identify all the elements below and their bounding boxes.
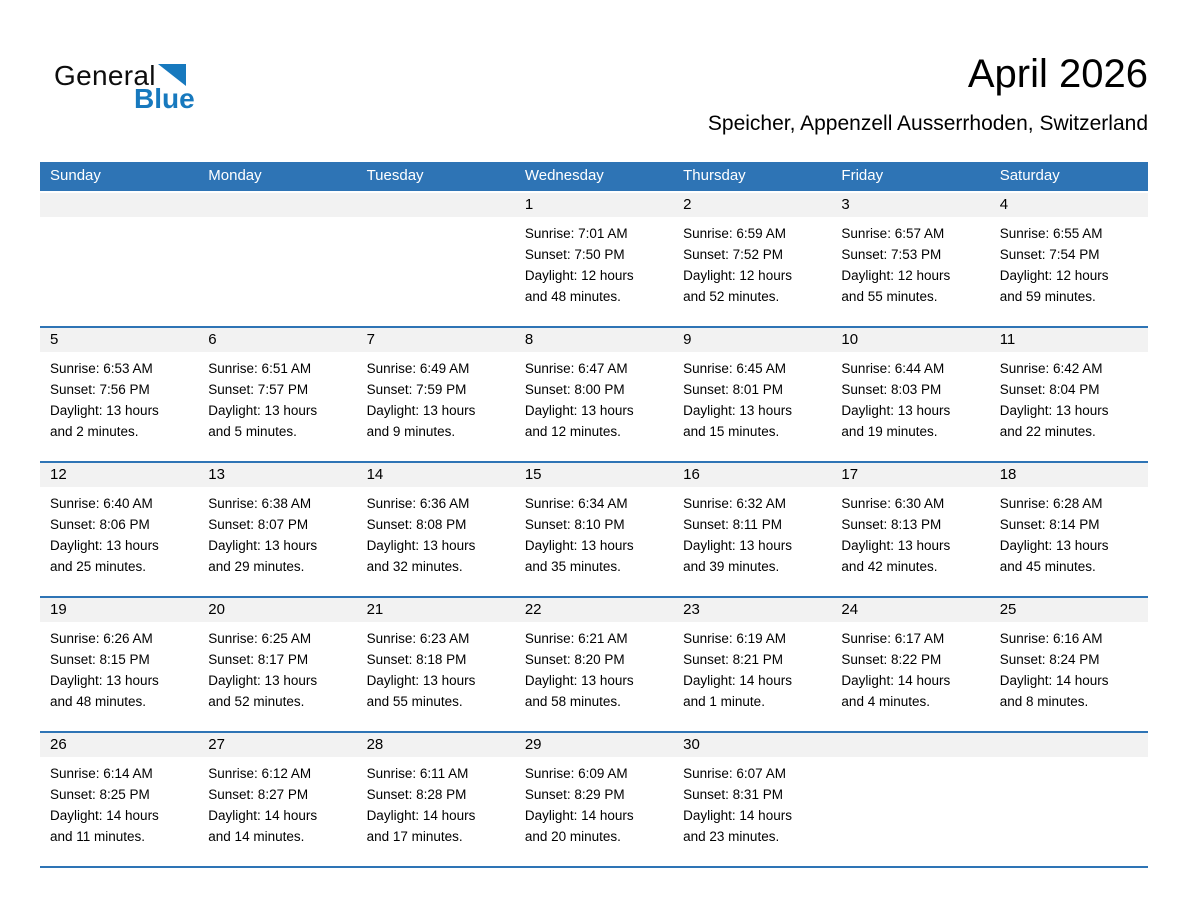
- calendar-table: [40, 162, 1148, 868]
- daylight-text-line1: Daylight: 13 hours: [366, 403, 476, 418]
- daylight-text-line1: Daylight: 13 hours: [841, 538, 951, 553]
- day-info: [40, 487, 198, 577]
- day-info: [831, 622, 989, 712]
- day-number: 10: [831, 328, 989, 352]
- weekday-header-sunday: Sunday: [50, 167, 101, 184]
- day-number: 13: [198, 463, 356, 487]
- daylight-text-line2: and 55 minutes.: [841, 289, 938, 304]
- day-cell-15: [515, 463, 673, 596]
- daylight-text-line2: and 4 minutes.: [841, 694, 930, 709]
- sunset-text: Sunset: 8:27 PM: [208, 787, 309, 802]
- daylight-text-line2: and 1 minute.: [683, 694, 765, 709]
- week-row-1: [40, 193, 1148, 328]
- weekday-header-tuesday: Tuesday: [366, 167, 424, 184]
- weekday-header-thursday: Thursday: [683, 167, 746, 184]
- day-cell-6: [198, 328, 356, 461]
- daylight-text-line2: and 8 minutes.: [999, 694, 1089, 709]
- day-number: 8: [515, 328, 673, 352]
- daylight-text-line1: Daylight: 14 hours: [999, 673, 1109, 688]
- sunrise-text: Sunrise: 6:19 AM: [683, 631, 786, 646]
- sunset-text: Sunset: 7:52 PM: [683, 247, 783, 262]
- sunrise-text: Sunrise: 6:44 AM: [841, 361, 945, 376]
- day-number: [40, 193, 198, 217]
- location-subtitle: Speicher, Appenzell Ausserrhoden, Switzerland: [707, 112, 1148, 135]
- daylight-text-line2: and 12 minutes.: [524, 424, 621, 439]
- day-cell-28: [357, 733, 515, 866]
- daylight-text-line2: and 48 minutes.: [50, 694, 147, 709]
- day-cell-23: [673, 598, 831, 731]
- day-cell-24: [831, 598, 989, 731]
- sunset-text: Sunset: 8:07 PM: [208, 517, 309, 532]
- daylight-text-line2: and 59 minutes.: [999, 289, 1096, 304]
- sunrise-text: Sunrise: 6:28 AM: [999, 496, 1103, 511]
- sunset-text: Sunset: 8:28 PM: [366, 787, 467, 802]
- daylight-text-line1: Daylight: 14 hours: [366, 808, 476, 823]
- sunset-text: Sunset: 8:21 PM: [683, 652, 783, 667]
- day-number: 25: [990, 598, 1148, 622]
- sunrise-text: Sunrise: 6:57 AM: [841, 226, 945, 241]
- sunrise-text: Sunrise: 6:49 AM: [366, 361, 470, 376]
- day-cell-1: [515, 193, 673, 326]
- day-cell-14: [357, 463, 515, 596]
- day-info: [990, 757, 1148, 763]
- day-cell-13: [198, 463, 356, 596]
- day-cell-4: [990, 193, 1148, 326]
- day-cell-22: [515, 598, 673, 731]
- day-cell-3: [831, 193, 989, 326]
- day-number: 12: [40, 463, 198, 487]
- sunset-text: Sunset: 8:11 PM: [683, 517, 782, 532]
- sunset-text: Sunset: 8:20 PM: [524, 652, 625, 667]
- sunrise-text: Sunrise: 6:12 AM: [208, 766, 312, 781]
- day-cell-7: [357, 328, 515, 461]
- daylight-text-line1: Daylight: 14 hours: [50, 808, 159, 823]
- day-number: 29: [515, 733, 673, 757]
- daylight-text-line2: and 48 minutes.: [524, 289, 621, 304]
- daylight-text-line2: and 5 minutes.: [208, 424, 297, 439]
- sunset-text: Sunset: 8:18 PM: [366, 652, 467, 667]
- day-info: [831, 352, 989, 442]
- day-cell-26: [40, 733, 198, 866]
- day-info: [673, 757, 831, 847]
- day-number: [357, 193, 515, 217]
- day-number: 1: [515, 193, 673, 217]
- day-number: [990, 733, 1148, 757]
- title-block: [708, 52, 1148, 136]
- day-info: [357, 622, 515, 712]
- day-cell-5: [40, 328, 198, 461]
- daylight-text-line1: Daylight: 13 hours: [999, 403, 1109, 418]
- day-cell-18: [990, 463, 1148, 596]
- day-info: [831, 487, 989, 577]
- sunrise-text: Sunrise: 6:26 AM: [50, 631, 153, 646]
- day-info: [673, 217, 831, 307]
- daylight-text-line2: and 15 minutes.: [683, 424, 780, 439]
- sunrise-text: Sunrise: 6:51 AM: [208, 361, 312, 376]
- day-number: 6: [198, 328, 356, 352]
- daylight-text-line2: and 11 minutes.: [50, 829, 146, 844]
- sunrise-text: Sunrise: 7:01 AM: [524, 226, 628, 241]
- sunrise-text: Sunrise: 6:34 AM: [524, 496, 628, 511]
- daylight-text-line1: Daylight: 13 hours: [50, 403, 159, 418]
- daylight-text-line1: Daylight: 13 hours: [366, 673, 476, 688]
- daylight-text-line1: Daylight: 13 hours: [683, 538, 792, 553]
- day-info: [990, 217, 1148, 307]
- day-cell-16: [673, 463, 831, 596]
- daylight-text-line1: Daylight: 14 hours: [208, 808, 318, 823]
- daylight-text-line1: Daylight: 14 hours: [524, 808, 634, 823]
- day-info: [40, 622, 198, 712]
- sunset-text: Sunset: 8:17 PM: [208, 652, 309, 667]
- day-number: 26: [40, 733, 198, 757]
- daylight-text-line1: Daylight: 14 hours: [841, 673, 951, 688]
- sunset-text: Sunset: 7:54 PM: [999, 247, 1100, 262]
- day-number: 24: [831, 598, 989, 622]
- sunrise-text: Sunrise: 6:40 AM: [50, 496, 153, 511]
- daylight-text-line2: and 19 minutes.: [841, 424, 938, 439]
- day-info: [357, 487, 515, 577]
- general-blue-logo: [40, 52, 195, 115]
- sunset-text: Sunset: 8:03 PM: [841, 382, 942, 397]
- sunrise-text: Sunrise: 6:53 AM: [50, 361, 153, 376]
- daylight-text-line2: and 2 minutes.: [50, 424, 139, 439]
- daylight-text-line2: and 32 minutes.: [366, 559, 463, 574]
- day-info: [198, 352, 356, 442]
- day-cell-8: [515, 328, 673, 461]
- sunset-text: Sunset: 8:25 PM: [50, 787, 150, 802]
- day-number: 19: [40, 598, 198, 622]
- month-title: April 2026: [967, 52, 1148, 96]
- daylight-text-line1: Daylight: 13 hours: [524, 673, 634, 688]
- day-cell-empty: [198, 193, 356, 326]
- daylight-text-line2: and 39 minutes.: [683, 559, 780, 574]
- day-cell-21: [357, 598, 515, 731]
- sunrise-text: Sunrise: 6:38 AM: [208, 496, 312, 511]
- day-number: 22: [515, 598, 673, 622]
- sunrise-text: Sunrise: 6:32 AM: [683, 496, 786, 511]
- sunset-text: Sunset: 8:14 PM: [999, 517, 1100, 532]
- day-number: 20: [198, 598, 356, 622]
- sunset-text: Sunset: 7:56 PM: [50, 382, 150, 397]
- day-number: 21: [357, 598, 515, 622]
- sunrise-text: Sunrise: 6:55 AM: [999, 226, 1103, 241]
- day-cell-27: [198, 733, 356, 866]
- day-cell-10: [831, 328, 989, 461]
- daylight-text-line1: Daylight: 13 hours: [524, 538, 634, 553]
- sunset-text: Sunset: 8:13 PM: [841, 517, 942, 532]
- daylight-text-line1: Daylight: 13 hours: [999, 538, 1109, 553]
- daylight-text-line1: Daylight: 14 hours: [683, 808, 792, 823]
- day-info: [831, 217, 989, 307]
- sunset-text: Sunset: 8:00 PM: [524, 382, 625, 397]
- day-cell-empty: [831, 733, 989, 866]
- day-number: 2: [673, 193, 831, 217]
- sunset-text: Sunset: 8:08 PM: [366, 517, 467, 532]
- sunrise-text: Sunrise: 6:45 AM: [683, 361, 786, 376]
- sunset-text: Sunset: 7:59 PM: [366, 382, 467, 397]
- weekday-header-friday: Friday: [841, 167, 884, 184]
- daylight-text-line1: Daylight: 13 hours: [50, 538, 159, 553]
- day-cell-11: [990, 328, 1148, 461]
- day-cell-9: [673, 328, 831, 461]
- day-number: 18: [990, 463, 1148, 487]
- sunrise-text: Sunrise: 6:21 AM: [524, 631, 628, 646]
- day-cell-2: [673, 193, 831, 326]
- day-info: [990, 352, 1148, 442]
- daylight-text-line1: Daylight: 13 hours: [683, 403, 792, 418]
- logo-text-blue: Blue: [134, 83, 195, 114]
- week-row-3: [40, 463, 1148, 598]
- day-number: [198, 193, 356, 217]
- day-cell-29: [515, 733, 673, 866]
- daylight-text-line1: Daylight: 13 hours: [841, 403, 951, 418]
- sunset-text: Sunset: 8:24 PM: [999, 652, 1100, 667]
- day-number: 11: [990, 328, 1148, 352]
- daylight-text-line2: and 42 minutes.: [841, 559, 938, 574]
- daylight-text-line2: and 22 minutes.: [999, 424, 1096, 439]
- daylight-text-line1: Daylight: 12 hours: [841, 268, 951, 283]
- sunrise-text: Sunrise: 6:09 AM: [524, 766, 628, 781]
- day-number: 3: [831, 193, 989, 217]
- day-info: [198, 217, 356, 223]
- sunrise-text: Sunrise: 6:25 AM: [208, 631, 312, 646]
- day-cell-20: [198, 598, 356, 731]
- sunset-text: Sunset: 8:06 PM: [50, 517, 150, 532]
- daylight-text-line2: and 55 minutes.: [366, 694, 463, 709]
- sunrise-text: Sunrise: 6:14 AM: [50, 766, 153, 781]
- day-info: [515, 352, 673, 442]
- daylight-text-line1: Daylight: 13 hours: [50, 673, 159, 688]
- day-number: [831, 733, 989, 757]
- daylight-text-line1: Daylight: 13 hours: [524, 403, 634, 418]
- daylight-text-line2: and 45 minutes.: [999, 559, 1096, 574]
- daylight-text-line2: and 14 minutes.: [208, 829, 305, 844]
- sunrise-text: Sunrise: 6:23 AM: [366, 631, 470, 646]
- day-info: [515, 622, 673, 712]
- sunset-text: Sunset: 7:53 PM: [841, 247, 942, 262]
- daylight-text-line1: Daylight: 12 hours: [524, 268, 634, 283]
- day-cell-empty: [990, 733, 1148, 866]
- daylight-text-line1: Daylight: 13 hours: [208, 403, 318, 418]
- sunrise-text: Sunrise: 6:07 AM: [683, 766, 786, 781]
- sunrise-text: Sunrise: 6:47 AM: [524, 361, 628, 376]
- day-cell-19: [40, 598, 198, 731]
- sunset-text: Sunset: 7:50 PM: [524, 247, 625, 262]
- day-info: [515, 217, 673, 307]
- day-cell-empty: [357, 193, 515, 326]
- sunset-text: Sunset: 8:15 PM: [50, 652, 150, 667]
- day-number: 14: [357, 463, 515, 487]
- day-number: 28: [357, 733, 515, 757]
- daylight-text-line1: Daylight: 13 hours: [366, 538, 476, 553]
- day-number: 27: [198, 733, 356, 757]
- day-number: 7: [357, 328, 515, 352]
- sunrise-text: Sunrise: 6:30 AM: [841, 496, 945, 511]
- day-info: [673, 352, 831, 442]
- day-info: [515, 757, 673, 847]
- daylight-text-line2: and 58 minutes.: [524, 694, 621, 709]
- sunrise-text: Sunrise: 6:17 AM: [841, 631, 945, 646]
- week-row-4: [40, 598, 1148, 733]
- day-number: 16: [673, 463, 831, 487]
- daylight-text-line1: Daylight: 13 hours: [208, 673, 318, 688]
- sunset-text: Sunset: 8:01 PM: [683, 382, 783, 397]
- daylight-text-line2: and 52 minutes.: [683, 289, 780, 304]
- page-header: [40, 0, 1148, 160]
- daylight-text-line1: Daylight: 12 hours: [999, 268, 1109, 283]
- week-row-5: [40, 733, 1148, 868]
- day-info: [357, 757, 515, 847]
- day-info: [673, 487, 831, 577]
- daylight-text-line1: Daylight: 13 hours: [208, 538, 318, 553]
- day-number: 5: [40, 328, 198, 352]
- sunset-text: Sunset: 8:22 PM: [841, 652, 942, 667]
- sunrise-text: Sunrise: 6:16 AM: [999, 631, 1103, 646]
- sunset-text: Sunset: 8:04 PM: [999, 382, 1100, 397]
- day-info: [40, 352, 198, 442]
- day-cell-30: [673, 733, 831, 866]
- daylight-text-line1: Daylight: 14 hours: [683, 673, 792, 688]
- day-number: 17: [831, 463, 989, 487]
- sunset-text: Sunset: 8:10 PM: [524, 517, 625, 532]
- sunset-text: Sunset: 8:29 PM: [524, 787, 625, 802]
- week-row-2: [40, 328, 1148, 463]
- daylight-text-line2: and 52 minutes.: [208, 694, 305, 709]
- day-info: [40, 217, 198, 223]
- day-number: 23: [673, 598, 831, 622]
- day-info: [515, 487, 673, 577]
- weekday-header-saturday: Saturday: [999, 167, 1060, 184]
- weekday-header-monday: Monday: [208, 167, 262, 184]
- weekday-header-wednesday: Wednesday: [524, 167, 604, 184]
- daylight-text-line2: and 17 minutes.: [366, 829, 463, 844]
- day-number: 30: [673, 733, 831, 757]
- day-cell-25: [990, 598, 1148, 731]
- day-cell-empty: [40, 193, 198, 326]
- logo-text-general: General: [54, 60, 156, 91]
- sunset-text: Sunset: 8:31 PM: [683, 787, 783, 802]
- day-cell-17: [831, 463, 989, 596]
- day-info: [357, 352, 515, 442]
- daylight-text-line2: and 23 minutes.: [683, 829, 780, 844]
- sunrise-text: Sunrise: 6:59 AM: [683, 226, 786, 241]
- day-info: [990, 622, 1148, 712]
- daylight-text-line1: Daylight: 12 hours: [683, 268, 792, 283]
- day-info: [831, 757, 989, 763]
- daylight-text-line2: and 35 minutes.: [524, 559, 621, 574]
- day-info: [673, 622, 831, 712]
- daylight-text-line2: and 29 minutes.: [208, 559, 305, 574]
- daylight-text-line2: and 25 minutes.: [50, 559, 147, 574]
- day-info: [357, 217, 515, 223]
- sunrise-text: Sunrise: 6:11 AM: [366, 766, 469, 781]
- sunset-text: Sunset: 7:57 PM: [208, 382, 309, 397]
- day-info: [198, 757, 356, 847]
- day-number: 15: [515, 463, 673, 487]
- weekday-header-row: [40, 162, 1148, 191]
- day-info: [198, 622, 356, 712]
- day-cell-12: [40, 463, 198, 596]
- day-info: [40, 757, 198, 847]
- day-info: [198, 487, 356, 577]
- daylight-text-line2: and 9 minutes.: [366, 424, 456, 439]
- day-number: 9: [673, 328, 831, 352]
- day-info: [990, 487, 1148, 577]
- sunrise-text: Sunrise: 6:42 AM: [999, 361, 1103, 376]
- sunrise-text: Sunrise: 6:36 AM: [366, 496, 470, 511]
- day-number: 4: [990, 193, 1148, 217]
- daylight-text-line2: and 20 minutes.: [524, 829, 621, 844]
